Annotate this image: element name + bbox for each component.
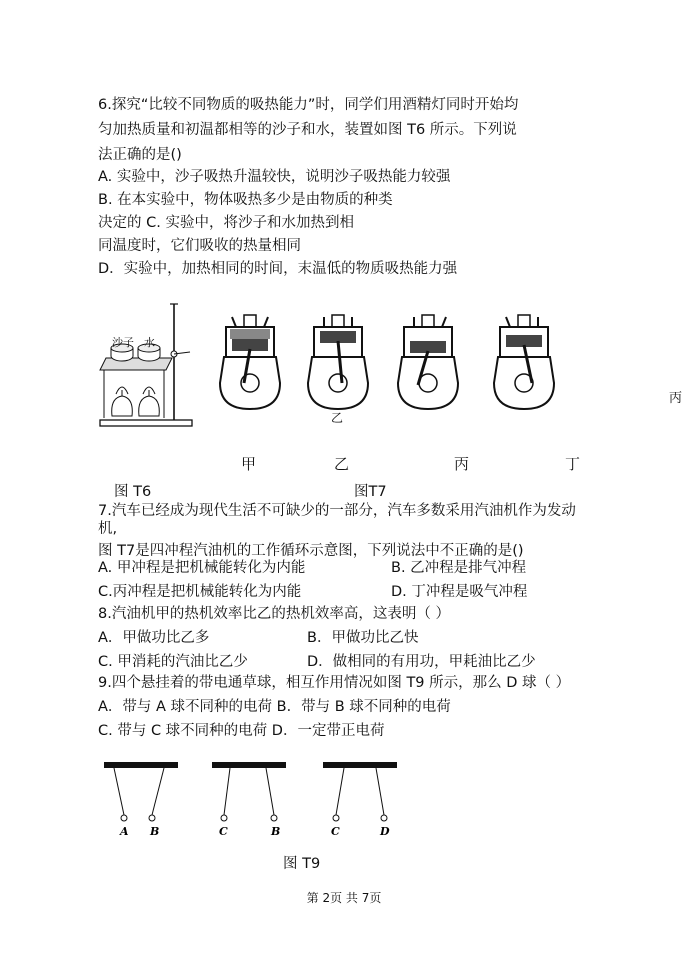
q9-line1: 9.四个悬挂着的带电通草球，相互作用情况如图 T9 所示，那么 D 球（ ）: [98, 675, 571, 691]
q6-line2: 匀加热质量和初温都相等的沙子和水，装置如图 T6 所示。下列说: [98, 122, 517, 138]
q6-option-c-part2: 同温度时，它们吸收的热量相同: [98, 238, 301, 254]
q6-line1: 6.探究“比较不同物质的吸热能力”时，同学们用酒精灯同时开始均: [98, 97, 519, 113]
q7-option-c: C.丙冲程是把机械能转化为内能: [98, 584, 302, 600]
label-sand: 沙子: [112, 336, 134, 349]
figure-t9: [100, 757, 400, 839]
ball-label-a: A: [120, 825, 129, 838]
q6-option-b: B. 在本实验中，物体吸热多少是由物质的种类: [98, 192, 393, 208]
q6-option-c-part1: 决定的 C. 实验中，将沙子和水加热到相: [98, 215, 354, 231]
label-water: 水: [144, 336, 155, 349]
engine-stroke-yi: [298, 313, 378, 415]
page-footer: 第 2页 共 7页: [306, 891, 382, 905]
ball-label-c: C: [219, 825, 228, 838]
q8-line1: 8.汽油机甲的热机效率比乙的热机效率高，这表明（ ）: [98, 606, 450, 622]
q7-line2: 机,: [98, 521, 118, 537]
q7-line1: 7.汽车已经成为现代生活不可缺少的一部分，汽车多数采用汽油机作为发动: [98, 503, 576, 519]
engine-small-label-yi: 乙: [331, 411, 344, 425]
q6-option-d: D．实验中，加热相同的时间，末温低的物质吸热能力强: [98, 261, 458, 277]
q7-option-d: D. 丁冲程是吸气冲程: [391, 584, 528, 600]
engine-side-label-bing: 丙: [669, 391, 683, 406]
q6-line3: 法正确的是(): [98, 147, 182, 163]
ball-label-d: D: [380, 825, 390, 838]
ball-label-b: B: [150, 825, 160, 838]
q8-option-a: A．甲做功比乙多: [98, 630, 210, 646]
ball-label-b2: B: [271, 825, 281, 838]
figure-t9-caption: 图 T9: [283, 856, 321, 872]
q7-option-a: A. 甲冲程是把机械能转化为内能: [98, 560, 306, 576]
engine-stroke-bing: [388, 313, 468, 415]
q8-option-d: D．做相同的有用功，甲耗油比乙少: [307, 654, 536, 670]
engine-stroke-jia: [210, 313, 290, 415]
ball-label-c2: C: [331, 825, 340, 838]
figure-t6-apparatus: [98, 298, 198, 433]
q8-option-b: B．甲做功比乙快: [307, 630, 419, 646]
figure-t7-caption: 图T7: [354, 484, 387, 500]
q7-line3: 图 T7是四冲程汽油机的工作循环示意图，下列说法中不正确的是(): [98, 543, 524, 559]
q7-option-b: B. 乙冲程是排气冲程: [391, 560, 527, 576]
engine-stroke-ding: [484, 313, 564, 415]
engine-label-yi: 乙: [334, 455, 350, 473]
q8-option-c: C. 甲消耗的汽油比乙少: [98, 654, 248, 670]
engine-label-jia: 甲: [241, 455, 257, 473]
figure-t6-caption: 图 T6: [114, 484, 152, 500]
engine-label-ding: 丁: [565, 455, 581, 473]
engine-label-bing: 丙: [454, 455, 470, 473]
q9-option-ab: A．带与 A 球不同种的电荷 B．带与 B 球不同种的电荷: [98, 699, 451, 715]
q6-option-a: A. 实验中，沙子吸热升温较快，说明沙子吸热能力较强: [98, 169, 451, 185]
q9-option-cd: C. 带与 C 球不同种的电荷 D．一定带正电荷: [98, 723, 385, 739]
